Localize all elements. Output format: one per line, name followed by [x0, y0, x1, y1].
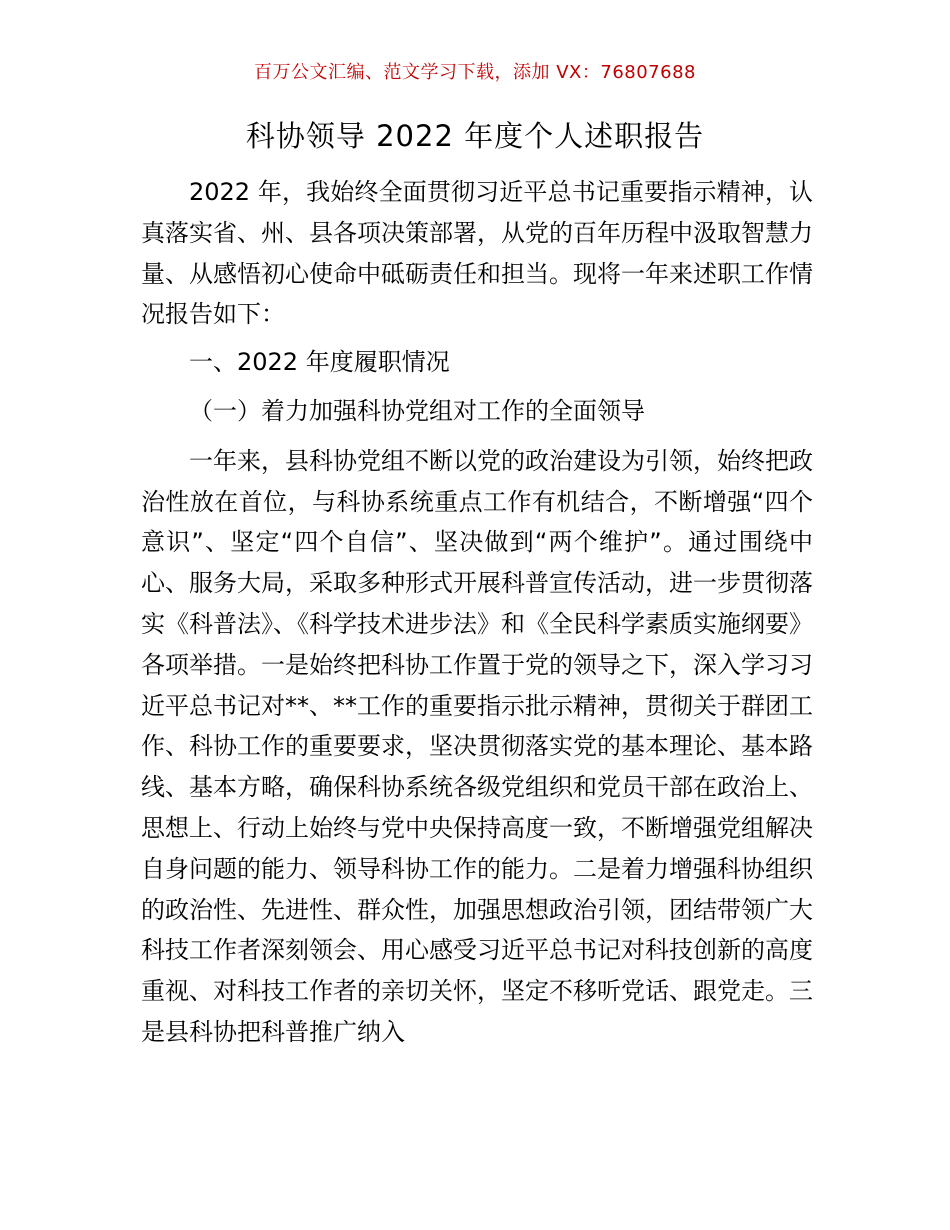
section-heading: 一、2022 年度履职情况	[189, 348, 450, 377]
body-paragraph: 一年来，县科协党组不断以党的政治建设为引领，始终把政治性放在首位，与科协系统重点工作有机结合，不断增强“四个意识”、坚定“四个自信”、坚决做到“两个维护”。通过围绕中心、服务大局，采取多种形式开展科普宣传活动，进一步贯彻落实《科普法》、《科学技术进步法》和《全民科学素质实施纲要》各项举措。一是始终把科协工作置于党的领导之下，深入学习习近平总书记对**、**工作的重要指示批示精神，贯彻关于群团工作、科协工作的重要要求，坚决贯彻落实党的基本理论、基本路线、基本方略，确保科协系统各级党组织和党员干部在政治上、思想上、行动上始终与党中央保持高度一致，不断增强党组解决自身问题的能力、领导科协工作的能力。二是着力增强科协组织的政治性、先进性、群众性，加强思想政治引领，团结带领广大科技工作者深刻领会、用心感受习近平总书记对科技创新的高度重视、对科技工作者的亲切关怀，坚定不移听党话、跟党走。三是县科协把科普推广纳入	[141, 446, 813, 1046]
subsection-heading: （一）着力加强科协党组对工作的全面领导	[189, 396, 645, 425]
header-watermark-note: 百万公文汇编、范文学习下载，添加 VX：76807688	[254, 62, 696, 83]
document-body	[141, 172, 813, 1053]
intro-paragraph: 2022 年，我始终全面贯彻习近平总书记重要指示精神，认真落实省、州、县各项决策部署，从党的百年历程中汲取智慧力量、从感悟初心使命中砥砺责任和担当。现将一年来述职工作情况报告如下：	[141, 178, 813, 329]
document-title: 科协领导 2022 年度个人述职报告	[245, 119, 705, 153]
